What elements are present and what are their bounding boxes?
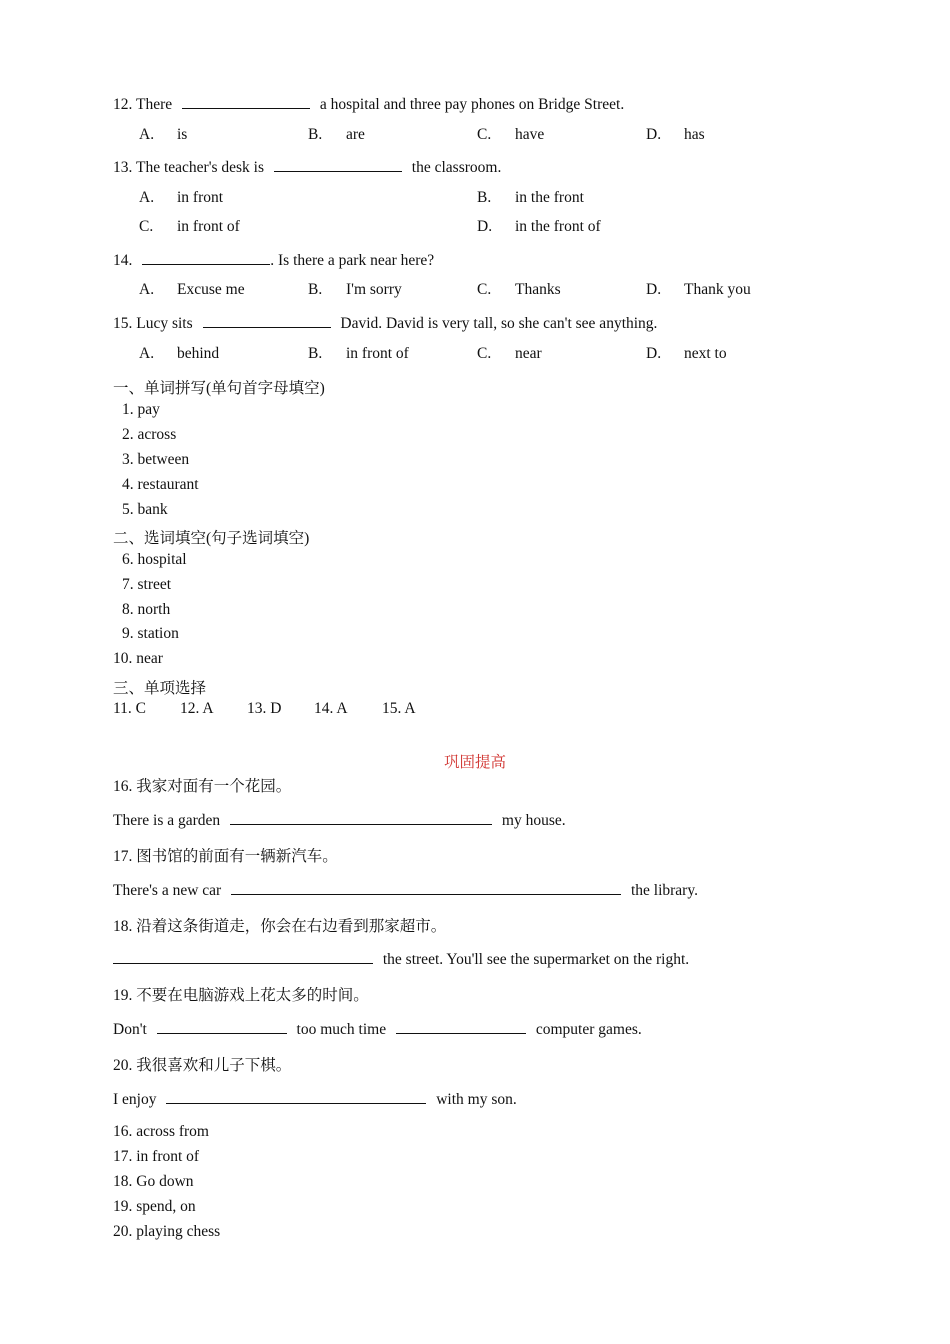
option-text: Thank you: [684, 281, 751, 298]
question-15: [113, 313, 657, 333]
option-letter: C.: [477, 126, 492, 143]
question-text-pre: Lucy sits: [136, 315, 193, 332]
option-text: near: [515, 345, 542, 362]
option-d[interactable]: [646, 126, 705, 144]
option-text: in the front of: [515, 218, 601, 235]
translation-line: [113, 880, 698, 900]
option-d[interactable]: [477, 218, 601, 236]
answer-blank[interactable]: [231, 880, 621, 895]
question-number: 12.: [113, 96, 133, 113]
option-a[interactable]: [139, 345, 219, 363]
answer-item: 7. street: [122, 576, 172, 593]
answer-blank[interactable]: [157, 1019, 287, 1034]
sentence-post: the street. You'll see the supermarket on the right.: [382, 951, 690, 968]
answer-item: 10. near: [113, 650, 163, 667]
answer-item: 5. bank: [122, 501, 168, 518]
sentence-post: with my son.: [436, 1091, 517, 1108]
option-text: in front: [177, 189, 224, 206]
option-letter: B.: [308, 345, 323, 362]
sentence-pre: Don't: [113, 1021, 147, 1038]
question-12: [113, 94, 624, 114]
sentence-mid: too much time: [296, 1021, 387, 1038]
option-letter: C.: [477, 345, 492, 362]
section1-title: 一、单词拼写(单句首字母填空): [113, 380, 325, 397]
option-text: has: [684, 126, 705, 143]
answer-item: 9. station: [122, 625, 179, 642]
option-text: next to: [684, 345, 727, 362]
question-number: 15.: [113, 315, 133, 332]
question-text-pre: The teacher's desk is: [135, 159, 265, 176]
question-14: [113, 250, 434, 270]
option-letter: B.: [308, 281, 323, 298]
answer-item: 6. hospital: [122, 551, 187, 568]
answer-item: 17. in front of: [113, 1148, 200, 1165]
option-c[interactable]: [477, 345, 542, 363]
sentence-post: my house.: [501, 812, 566, 829]
option-text: is: [177, 126, 188, 143]
option-letter: D.: [477, 218, 493, 235]
translation-line: [113, 1019, 642, 1039]
option-letter: D.: [646, 345, 662, 362]
sentence-pre: There's a new car: [113, 882, 222, 899]
answer-blank[interactable]: [113, 949, 373, 964]
question-13: [113, 157, 501, 177]
answer-item: 13. D: [247, 700, 282, 717]
answer-blank[interactable]: [274, 157, 402, 172]
answer-item: 8. north: [122, 601, 171, 618]
option-letter: A.: [139, 189, 155, 206]
answer-item: 19. spend, on: [113, 1198, 196, 1215]
option-c[interactable]: [477, 281, 561, 299]
translation-prompt: 20. 我很喜欢和儿子下棋。: [113, 1057, 292, 1074]
answer-item: 15. A: [382, 700, 416, 717]
question-text-pre: There: [135, 96, 173, 113]
sentence-pre: I enjoy: [113, 1091, 157, 1108]
section3-title: 三、单项选择: [113, 680, 207, 697]
option-letter: A.: [139, 345, 155, 362]
option-d[interactable]: [646, 345, 727, 363]
option-text: have: [515, 126, 545, 143]
answer-blank[interactable]: [142, 250, 270, 265]
option-letter: D.: [646, 126, 662, 143]
option-text: Thanks: [515, 281, 561, 298]
question-text-post: . Is there a park near here?: [270, 252, 435, 269]
option-letter: A.: [139, 281, 155, 298]
section2-title: 二、选词填空(句子选词填空): [113, 530, 310, 547]
option-letter: B.: [477, 189, 492, 206]
question-text-post: a hospital and three pay phones on Bridge Street.: [319, 96, 625, 113]
answer-item: 2. across: [122, 426, 177, 443]
translation-prompt: 17. 图书馆的前面有一辆新汽车。: [113, 848, 338, 865]
option-letter: A.: [139, 126, 155, 143]
sentence-post: the library.: [630, 882, 698, 899]
option-a[interactable]: [139, 281, 245, 299]
answer-item: 1. pay: [122, 401, 160, 418]
answer-blank[interactable]: [203, 313, 331, 328]
translation-prompt: 19. 不要在电脑游戏上花太多的时间。: [113, 987, 369, 1004]
option-letter: B.: [308, 126, 323, 143]
answer-blank[interactable]: [230, 810, 492, 825]
answer-item: 11. C: [113, 700, 147, 717]
option-text: in front of: [177, 218, 240, 235]
option-text: are: [346, 126, 365, 143]
answer-item: 14. A: [314, 700, 348, 717]
answer-blank[interactable]: [182, 94, 310, 109]
option-letter: C.: [477, 281, 492, 298]
question-text-post: David. David is very tall, so she can't see anything.: [340, 315, 658, 332]
question-number: 13.: [113, 159, 133, 176]
section-title-improve: 巩固提高: [443, 754, 506, 771]
option-d[interactable]: [646, 281, 751, 299]
option-text: behind: [177, 345, 220, 362]
option-a[interactable]: [139, 126, 187, 144]
answer-item: 3. between: [122, 451, 190, 468]
option-b[interactable]: [308, 345, 409, 363]
question-text-post: the classroom.: [411, 159, 502, 176]
answer-item: 12. A: [180, 700, 214, 717]
answer-item: 16. across from: [113, 1123, 209, 1140]
option-text: in the front: [515, 189, 584, 206]
translation-line: [113, 1089, 517, 1109]
option-letter: C.: [139, 218, 154, 235]
option-c[interactable]: [477, 126, 544, 144]
option-c[interactable]: [139, 218, 240, 236]
question-number: 14.: [113, 252, 133, 269]
option-b[interactable]: [308, 126, 365, 144]
sentence-post: computer games.: [535, 1021, 642, 1038]
answer-item: 18. Go down: [113, 1173, 194, 1190]
answer-item: 4. restaurant: [122, 476, 199, 493]
answer-item: 20. playing chess: [113, 1223, 221, 1240]
option-text: I'm sorry: [346, 281, 402, 298]
option-b[interactable]: [477, 189, 584, 207]
option-letter: D.: [646, 281, 662, 298]
option-b[interactable]: [308, 281, 402, 299]
translation-prompt: 16. 我家对面有一个花园。: [113, 778, 292, 795]
option-a[interactable]: [139, 189, 223, 207]
answer-blank[interactable]: [166, 1089, 426, 1104]
option-text: in front of: [346, 345, 409, 362]
option-text: Excuse me: [177, 281, 245, 298]
translation-line: [113, 949, 689, 969]
sentence-pre: There is a garden: [113, 812, 221, 829]
answer-blank[interactable]: [396, 1019, 526, 1034]
translation-line: [113, 810, 566, 830]
translation-prompt: 18. 沿着这条街道走，你会在右边看到那家超市。: [113, 918, 447, 935]
